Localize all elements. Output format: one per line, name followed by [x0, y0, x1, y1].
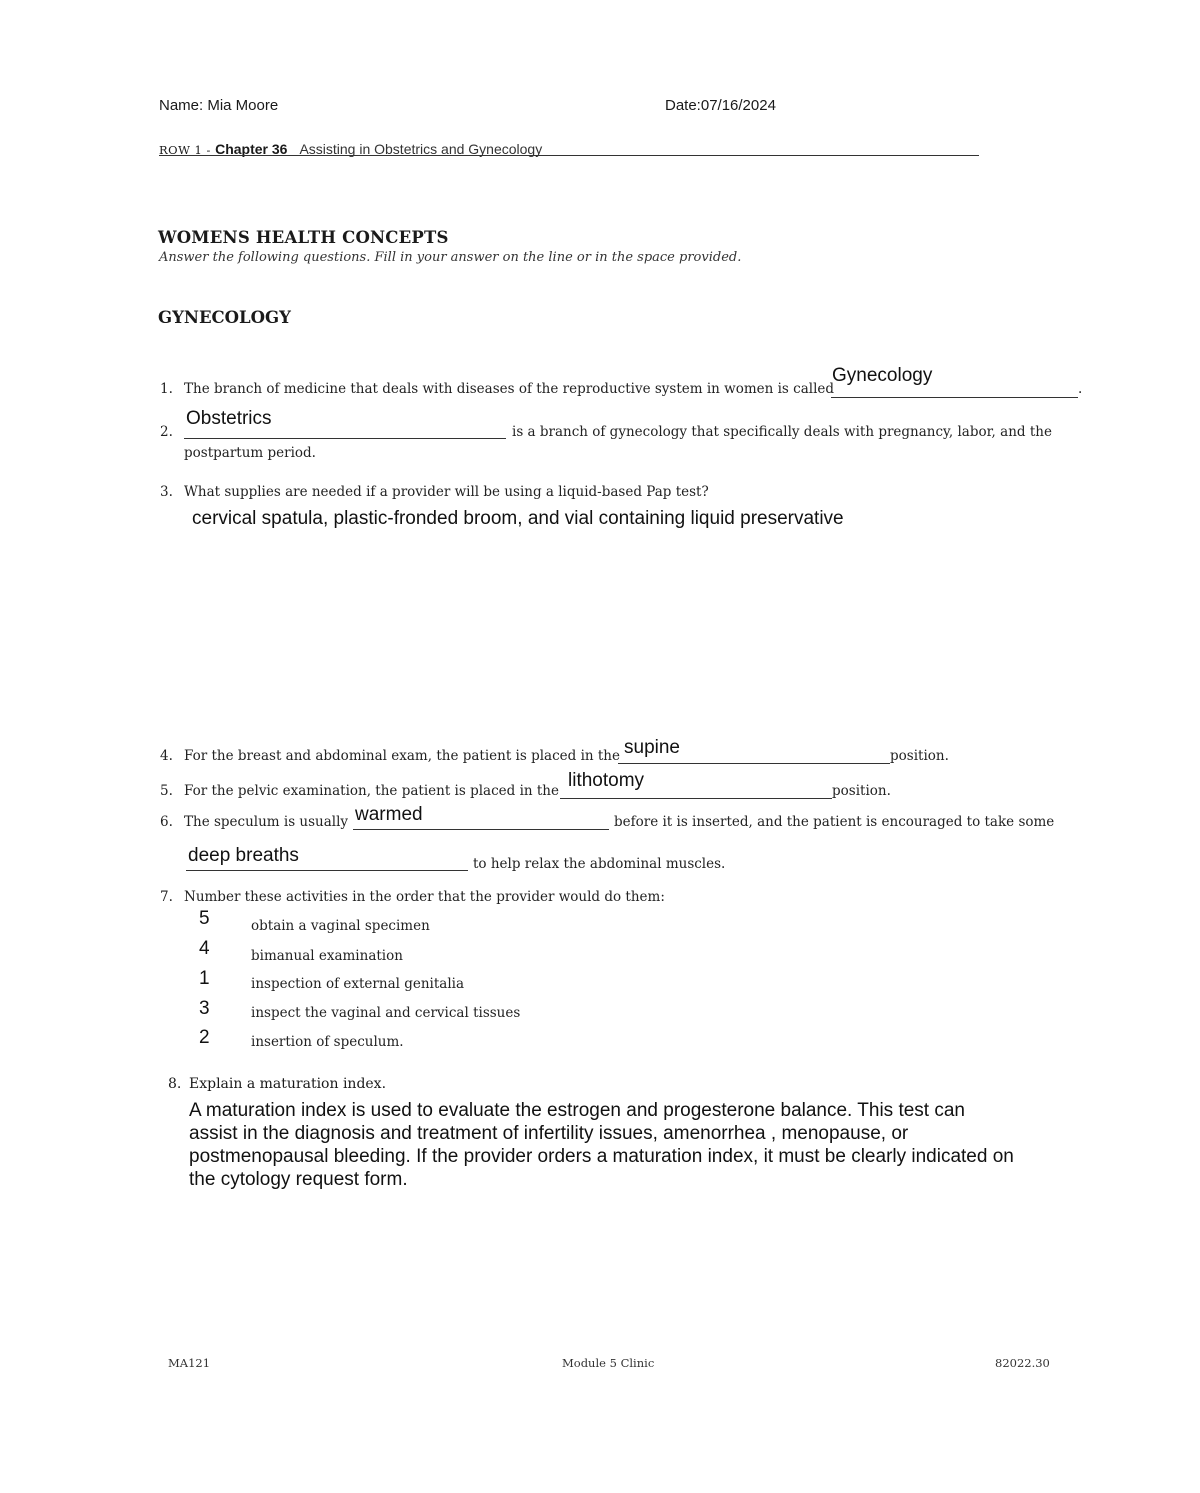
q7-item-4-num[interactable]: 3 [199, 998, 210, 1019]
q5-answer[interactable]: lithotomy [568, 770, 645, 791]
q6-middle: before it is inserted, and the patient is encouraged to take some [614, 814, 1055, 830]
q7-item-5-num[interactable]: 2 [199, 1027, 210, 1048]
q3-answer[interactable]: cervical spatula, plastic-fronded broom, and vial containing liquid preservative [192, 508, 844, 529]
q7-item-4-label: inspect the vaginal and cervical tissues [251, 1005, 521, 1021]
q6-number: 6. [160, 814, 173, 830]
q1-answer-line [831, 397, 1078, 398]
q2-answer-line [184, 438, 506, 439]
q6-text: The speculum is usually [184, 814, 349, 830]
q3-text: What supplies are needed if a provider will be using a liquid-based Pap test? [184, 484, 709, 500]
footer-module: Module 5 Clinic [562, 1356, 655, 1370]
q7-item-5-label: insertion of speculum. [251, 1034, 404, 1050]
row-label: ROW 1 - [159, 143, 216, 157]
q8-answer-line-1[interactable]: A maturation index is used to evaluate the estrogen and progesterone balance. This test can [189, 1100, 965, 1121]
q7-item-1-label: obtain a vaginal specimen [251, 918, 430, 934]
q2-answer[interactable]: Obstetrics [186, 408, 272, 429]
q5-answer-line [560, 798, 832, 799]
q7-item-3-label: inspection of external genitalia [251, 976, 465, 992]
q6-end: to help relax the abdominal muscles. [473, 856, 726, 872]
section-title: WOMENS HEALTH CONCEPTS [158, 228, 449, 247]
q6-answer-2-line [186, 870, 468, 871]
q7-text: Number these activities in the order that the provider would do them: [184, 889, 665, 905]
q7-number: 7. [160, 889, 173, 905]
q4-answer-line [618, 763, 890, 764]
q4-text: For the breast and abdominal exam, the patient is placed in the [184, 748, 620, 764]
date: Date:07/16/2024 [665, 97, 776, 114]
q7-item-1-num[interactable]: 5 [199, 908, 210, 929]
q2-number: 2. [160, 424, 173, 440]
q2-text: is a branch of gynecology that specifically deals with pregnancy, labor, and the [512, 424, 1052, 440]
chapter-title: Assisting in Obstetrics and Gynecology [299, 141, 543, 157]
q4-number: 4. [160, 748, 173, 764]
chapter-label: Chapter 36 [215, 141, 288, 157]
q8-text: Explain a maturation index. [189, 1076, 387, 1092]
chapter-underline [159, 155, 979, 156]
q1-number: 1. [160, 381, 173, 397]
q5-number: 5. [160, 783, 173, 799]
q4-end: position. [890, 748, 949, 764]
q8-answer-line-3[interactable]: postmenopausal bleeding. If the provider orders a maturation index, it must be clearly indicated on [189, 1146, 1014, 1167]
q8-number: 8. [168, 1076, 182, 1092]
q1-end: . [1078, 381, 1083, 397]
footer-code: 82022.30 [995, 1356, 1050, 1370]
q2-text-cont: postpartum period. [184, 445, 316, 461]
q6-answer-1-line [353, 829, 609, 830]
q8-answer-line-4[interactable]: the cytology request form. [189, 1169, 408, 1190]
q4-answer[interactable]: supine [624, 737, 680, 758]
q7-item-2-num[interactable]: 4 [199, 938, 210, 959]
q1-text: The branch of medicine that deals with diseases of the reproductive system in women is called [184, 381, 835, 397]
q1-answer[interactable]: Gynecology [832, 365, 933, 386]
footer-course: MA121 [168, 1356, 211, 1370]
q8-answer-line-2[interactable]: assist in the diagnosis and treatment of infertility issues, amenorrhea , menopause, or [189, 1123, 909, 1144]
instructions: Answer the following questions. Fill in your answer on the line or in the space provided. [159, 250, 742, 265]
subsection-title: GYNECOLOGY [158, 308, 291, 327]
student-name: Name: Mia Moore [159, 97, 279, 114]
q6-answer-1[interactable]: warmed [355, 804, 423, 825]
q7-item-2-label: bimanual examination [251, 948, 403, 964]
q3-number: 3. [160, 484, 173, 500]
q7-item-3-num[interactable]: 1 [199, 968, 210, 989]
q5-text: For the pelvic examination, the patient is placed in the [184, 783, 559, 799]
q5-end: position. [832, 783, 891, 799]
q6-answer-2[interactable]: deep breaths [188, 845, 299, 866]
